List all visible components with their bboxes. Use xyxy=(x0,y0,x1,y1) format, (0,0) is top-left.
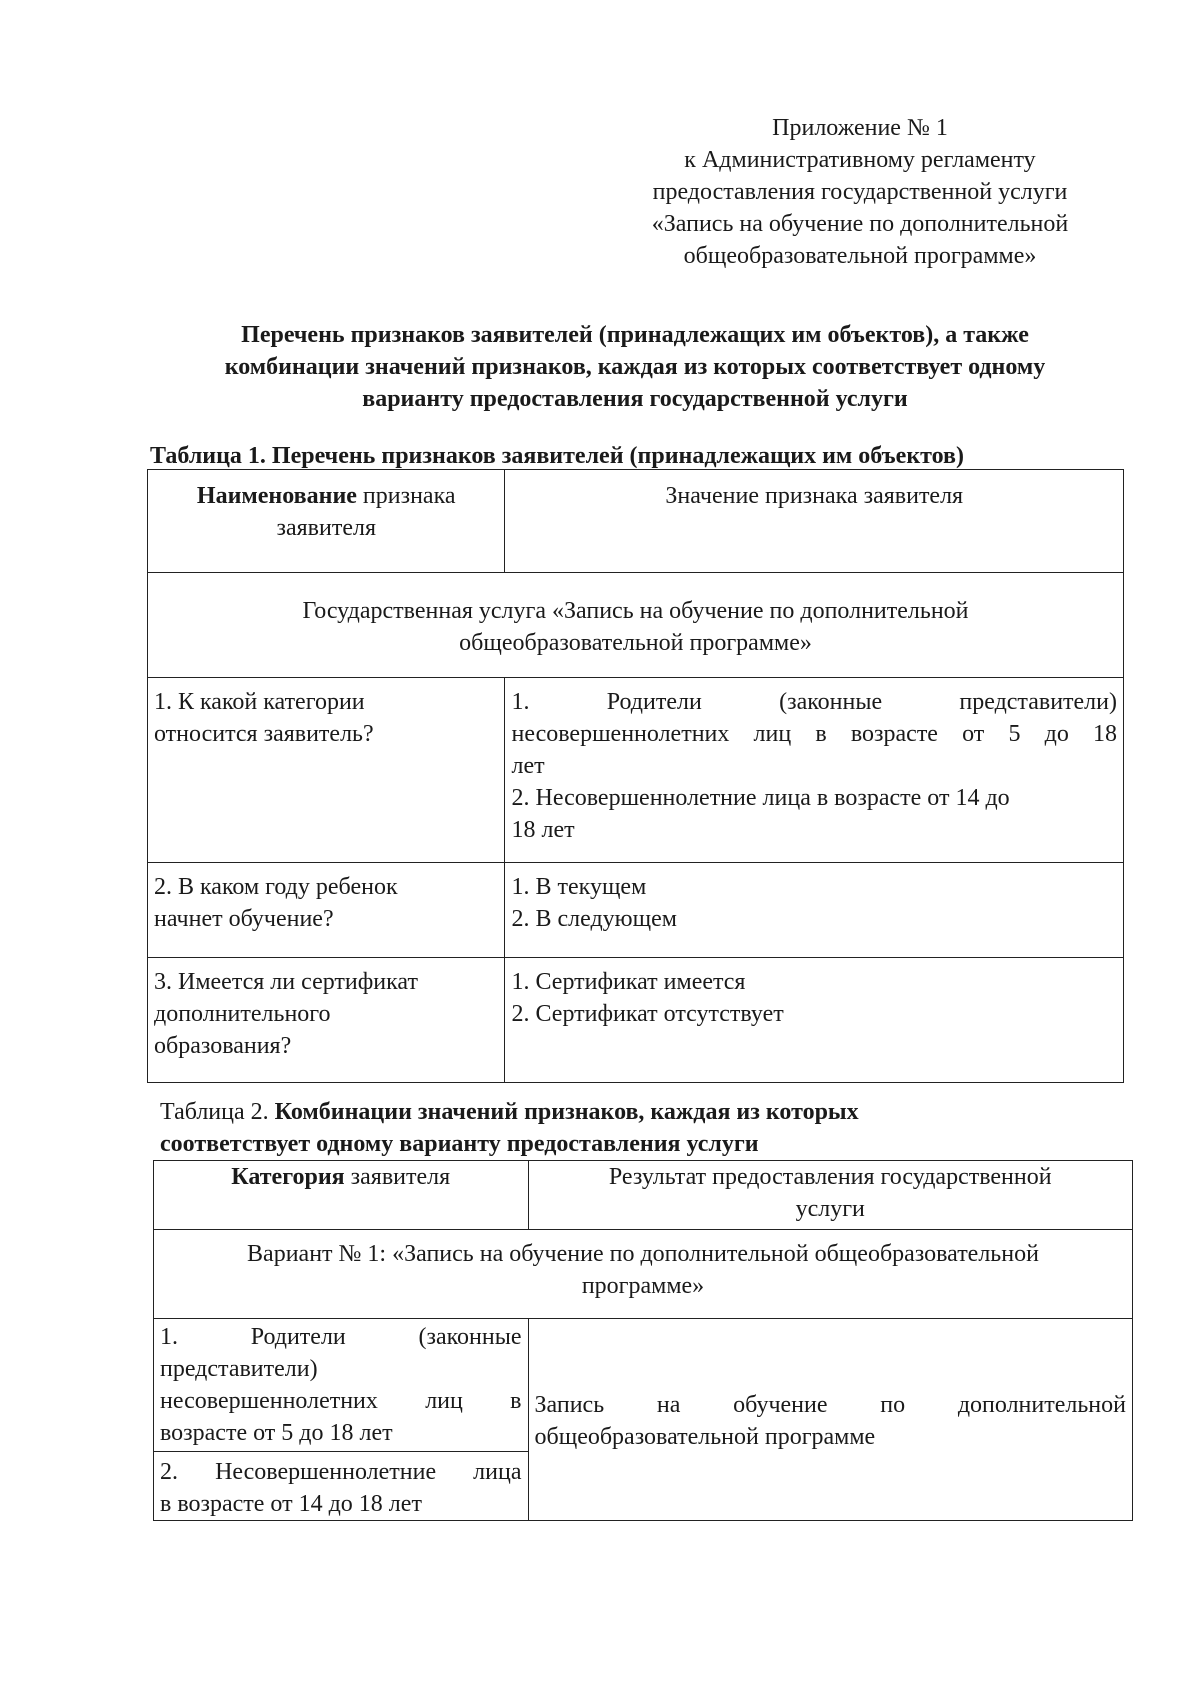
criterion-line: образования? xyxy=(154,1033,292,1059)
criterion-line: 2. В каком году ребенок xyxy=(154,874,398,900)
header-line: услуги xyxy=(795,1196,865,1222)
value-cell xyxy=(505,863,1124,958)
category-line: 1. Родители (законные xyxy=(160,1324,522,1350)
criterion-line: относится заявитель? xyxy=(154,721,374,747)
criterion-line: 3. Имеется ли сертификат xyxy=(154,969,418,995)
value-line: 1. Родители (законные представители) xyxy=(511,689,1117,715)
result-cell xyxy=(528,1319,1133,1521)
table1-caption: Таблица 1. Перечень признаков заявителей (принадлежащих им объектов) xyxy=(150,443,964,469)
title-line: Перечень признаков заявителей (принадлежащих им объектов), а также xyxy=(241,322,1029,348)
table1-service-row xyxy=(148,573,1124,678)
table2-header-result xyxy=(528,1161,1133,1230)
category-line: несовершеннолетних лиц в xyxy=(160,1388,522,1414)
criterion-cell xyxy=(148,678,505,863)
table2-caption xyxy=(160,1096,1120,1160)
value-line: 2. Сертификат отсутствует xyxy=(511,1001,784,1027)
appendix-line: предоставления государственной услуги xyxy=(652,179,1068,205)
appendix-line: «Запись на обучение по дополнительной xyxy=(651,211,1069,237)
header-bold-word: Наименование xyxy=(196,483,357,509)
table1-header-criterion xyxy=(148,470,505,573)
table1-applicant-criteria xyxy=(147,469,1124,1083)
variant-line: программе» xyxy=(581,1273,705,1299)
header-line2: заявителя xyxy=(276,515,376,541)
appendix-line: Приложение № 1 xyxy=(772,115,948,141)
category-line: возрасте от 5 до 18 лет xyxy=(160,1420,393,1446)
table1-header-value xyxy=(505,470,1124,573)
appendix-line: общеобразовательной программе» xyxy=(683,243,1037,269)
service-name-cell xyxy=(148,573,1124,678)
header-value-text: Значение признака заявителя xyxy=(665,483,964,509)
table-row xyxy=(148,863,1124,958)
variant-line: Вариант № 1: «Запись на обучение по дополнительной общеобразовательной xyxy=(247,1241,1039,1267)
header-rest: признака xyxy=(356,483,456,509)
value-line: 18 лет xyxy=(511,817,575,843)
table2-variant-row xyxy=(154,1230,1133,1319)
service-line: общеобразовательной программе» xyxy=(459,630,812,656)
value-cell xyxy=(505,678,1124,863)
variant-cell xyxy=(154,1230,1133,1319)
table2-header-category xyxy=(154,1161,529,1230)
header-line: Результат предоставления государственной xyxy=(608,1164,1052,1190)
value-line: 1. В текущем xyxy=(511,874,647,900)
category-line: представители) xyxy=(160,1356,318,1382)
value-cell xyxy=(505,958,1124,1083)
category-line: 2. Несовершеннолетние лица xyxy=(160,1459,522,1485)
category-cell xyxy=(154,1319,529,1452)
table1-header-row xyxy=(148,470,1124,573)
value-line: несовершеннолетних лиц в возрасте от 5 до 18 xyxy=(511,721,1117,747)
criterion-line: дополнительного xyxy=(154,1001,331,1027)
category-line: в возрасте от 14 до 18 лет xyxy=(160,1491,422,1517)
title-line: комбинации значений признаков, каждая из которых соответствует одному xyxy=(224,354,1046,380)
table-row xyxy=(148,958,1124,1083)
appendix-line: к Административному регламенту xyxy=(684,147,1036,173)
result-line: Запись на обучение по дополнительной xyxy=(534,1391,1126,1418)
header-rest: заявителя xyxy=(344,1164,451,1190)
criterion-line: начнет обучение? xyxy=(154,906,334,932)
criterion-cell xyxy=(148,863,505,958)
appendix-heading xyxy=(600,112,1120,272)
table-row xyxy=(148,678,1124,863)
criterion-line: 1. К какой категории xyxy=(154,689,365,715)
table-row xyxy=(154,1319,1133,1452)
service-line: Государственная услуга «Запись на обучение по дополнительной xyxy=(302,598,969,624)
caption-bold: Комбинации значений признаков, каждая из которых xyxy=(274,1099,859,1125)
result-line: общеобразовательной программе xyxy=(534,1423,876,1450)
value-line: лет xyxy=(511,753,545,779)
title-line: варианту предоставления государственной услуги xyxy=(362,386,908,412)
category-cell xyxy=(154,1452,529,1521)
value-line: 1. Сертификат имеется xyxy=(511,969,746,995)
value-line: 2. Несовершеннолетние лица в возрасте от 14 до xyxy=(511,785,1010,811)
criterion-cell xyxy=(148,958,505,1083)
caption-bold: соответствует одному варианту предоставления услуги xyxy=(160,1131,759,1157)
value-line: 2. В следующем xyxy=(511,906,677,932)
document-title xyxy=(140,319,1130,415)
header-bold-word: Категория xyxy=(231,1164,345,1190)
table2-combinations xyxy=(153,1160,1133,1521)
caption-prefix: Таблица 2. xyxy=(160,1099,275,1125)
table2-header-row xyxy=(154,1161,1133,1230)
